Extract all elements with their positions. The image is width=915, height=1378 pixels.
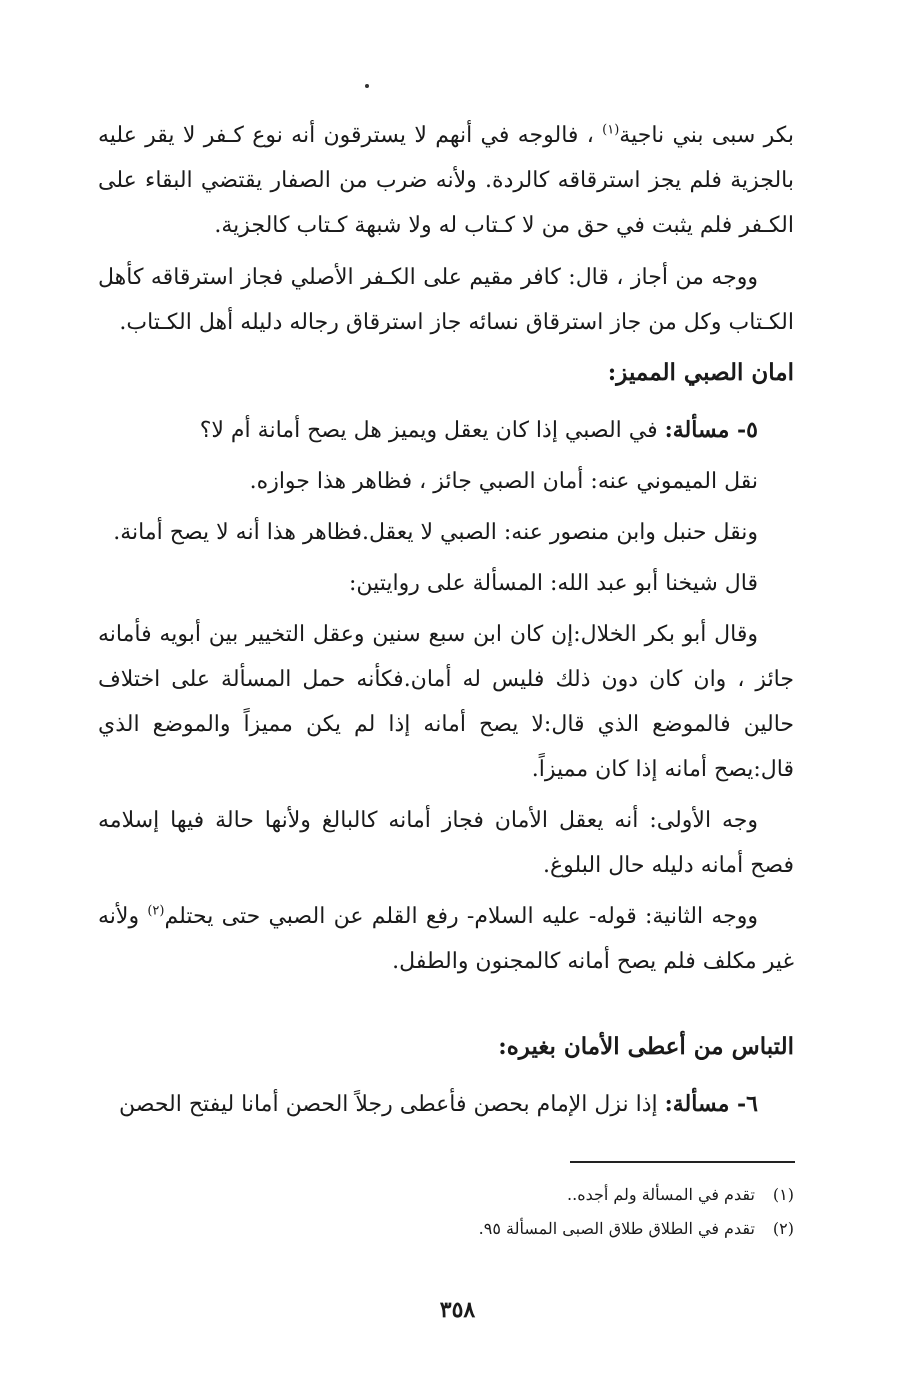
heading-child-amnesty: امان الصبي المميز: — [607, 359, 794, 386]
footnote-2 — [98, 1212, 794, 1246]
paragraph-3: نقل الميموني عنه: أمان الصبي جائز ، فظاهر هذا جوازه. — [249, 469, 758, 494]
footnote-ref-2[interactable]: (٢) — [147, 903, 165, 919]
decorative-dot — [365, 84, 369, 88]
question-5-label: ٥- مسألة: — [664, 417, 758, 443]
footnote-2-number: (٢) — [772, 1219, 794, 1238]
paragraph-2: ووجه من أجاز ، قال: كافر مقيم على الكـفر الأصلي فجاز استرقاقه كأهل الكـتاب وكل من جاز استرقاق نسائه جاز استرقاق رجاله دليله أهل الكـتاب. — [98, 265, 794, 335]
footnote-ref-1[interactable]: (١) — [602, 122, 620, 138]
question-6-label: ٦- مسألة: — [664, 1091, 758, 1117]
paragraph-1-rest: ، فالوجه في أنهم لا يسترقون أنه نوع كـفر لا يقر عليه بالجزية فلم يجز استرقاقه كالردة. ولأنه ضرب من الصفار يقتضي البقاء على الكـفر فلم يثبت في حق من لا كـتاب له ولا شبهة كـتاب كالجزية. — [98, 123, 794, 238]
paragraph-1 — [98, 113, 794, 248]
paragraph-5: قال شيخنا أبو عبد الله: المسألة على روايتين: — [348, 571, 758, 596]
footnote-separator — [570, 1161, 795, 1163]
footnote-1-number: (١) — [772, 1185, 794, 1204]
paragraph-6: وقال أبو بكر الخلال:إن كان ابن سبع سنين وعقل التخيير بين أبويه فأمانه جائز ، وان كان دون ذلك فليس له أمان.فكأنه حمل المسألة على اختلاف حالين فالموضع الذي قال:لا يصح أمانه إذا لم يكن مميزاً والموضع الذي قال:يصح أمانه إذا كان مميزاً. — [98, 622, 794, 782]
question-6 — [98, 1082, 794, 1127]
paragraph-1-start: بكر سبى بني ناجية — [619, 123, 794, 148]
paragraph-8-start: ووجه الثانية: قوله- عليه السلام- رفع القلم عن الصبي حتى يحتلم — [164, 904, 758, 929]
main-text-top — [98, 113, 794, 345]
question-5 — [98, 408, 794, 453]
paragraph-7: وجه الأولى: أنه يعقل الأمان فجاز أمانه كالبالغ ولأنها حالة فيها إسلامه فصح أمانه دليله حال البلوغ. — [98, 808, 794, 878]
paragraph-8-rest: ولأنه غير مكلف فلم يصح أمانه كالمجنون والطفل. — [98, 904, 794, 974]
paragraph-8 — [98, 894, 794, 984]
main-text-bottom — [98, 1082, 794, 1127]
footnotes — [98, 1178, 794, 1246]
paragraph-4: ونقل حنبل وابن منصور عنه: الصبي لا يعقل.فظاهر هذا أنه لا يصح أمانة. — [113, 520, 758, 545]
question-5-text: في الصبي إذا كان يعقل ويميز هل يصح أمانة أم لا؟ — [199, 418, 665, 443]
question-6-text: إذا نزل الإمام بحصن فأعطى رجلاً الحصن أمانا ليفتح الحصن — [119, 1092, 665, 1117]
main-text-middle — [98, 408, 794, 984]
page-number: ٣٥٨ — [439, 1297, 476, 1323]
heading-confusion: التباس من أعطى الأمان بغيره: — [498, 1033, 794, 1060]
footnote-1 — [98, 1178, 794, 1212]
footnote-2-text: تقدم في الطلاق طلاق الصبى المسألة ٩٥. — [478, 1219, 755, 1238]
footnote-1-text: تقدم في المسألة ولم أجده.. — [567, 1185, 755, 1204]
